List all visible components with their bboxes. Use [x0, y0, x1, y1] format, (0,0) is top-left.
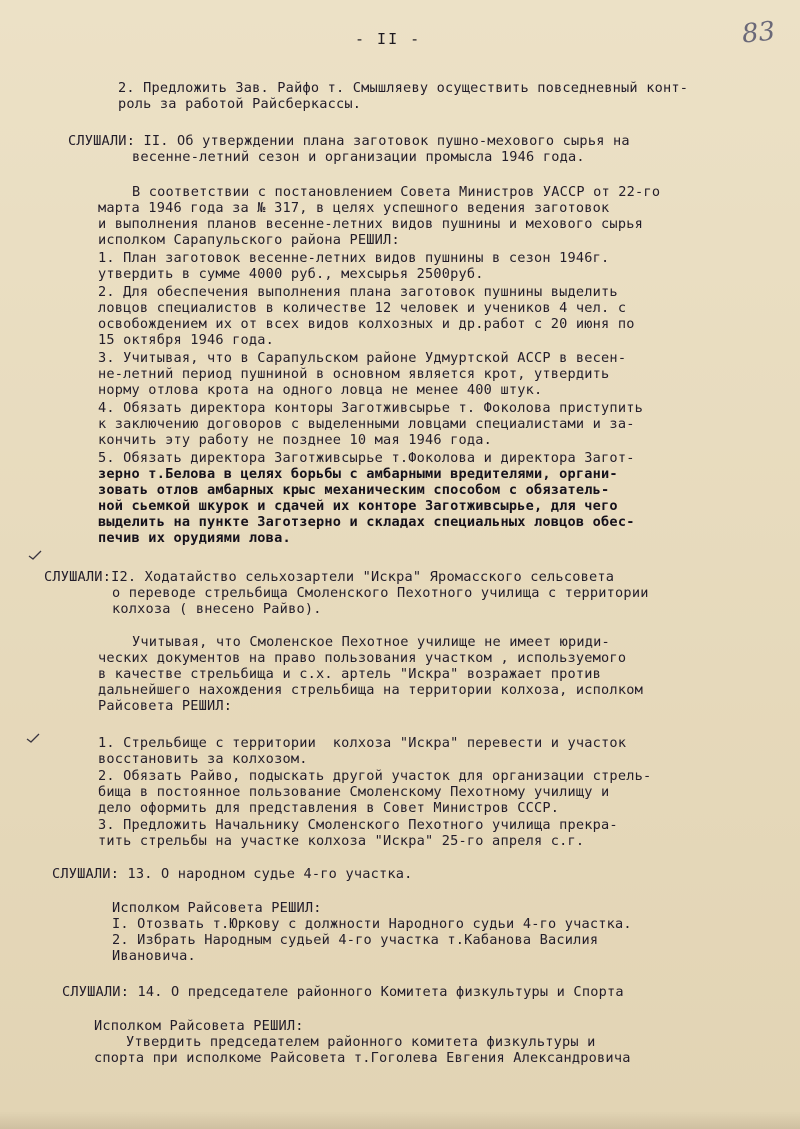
margin-checkmark-icon — [26, 728, 40, 738]
text-line: утвердить в сумме 4000 руб., мехсырья 2500руб. — [98, 266, 484, 282]
text-line: колхоза ( внесено Райво). — [112, 601, 322, 617]
text-line: 15 октября 1946 года. — [98, 332, 275, 348]
text-line: кончить эту работу не позднее 10 мая 1946 года. — [98, 432, 493, 448]
text-line: Исполком Райсовета РЕШИЛ: — [94, 1018, 304, 1034]
text-line: освобождением их от всех видов колхозных и др.работ с 20 июня по — [98, 316, 635, 332]
text-line: 5. Обязать директора Заготживсырье т.Фоколова и директора Загот- — [98, 450, 635, 466]
text-line: 1. Стрельбище с территории колхоза "Искра" перевести и участок — [98, 735, 627, 751]
sheet-number-handwritten: 83 — [740, 16, 777, 50]
text-line: Учитывая, что Смоленское Пехотное училище не имеет юриди- — [132, 634, 610, 650]
text-line: весенне-летний сезон и организации промысла 1946 года. — [132, 149, 585, 165]
text-line: к заключению договоров с выделенными ловцами специалистами и за- — [98, 416, 635, 432]
text-line: ловцов специалистов в количестве 12 человек и учеников 4 чел. с — [98, 300, 627, 316]
text-line: ческих документов на право пользования участком , используемого — [98, 650, 627, 666]
text-line: 2. Для обеспечения выполнения плана заготовок пушнины выделить — [98, 284, 618, 300]
text-line: спорта при исполкоме Райсовета т.Гоголева Евгения Александровича — [94, 1050, 631, 1066]
text-line: тить стрельбы на участке колхоза "Искра" 25-го апреля с.г. — [98, 833, 585, 849]
text-line: 2. Предложить Зав. Райфо т. Смышляеву осуществить повседневный конт- — [118, 80, 689, 96]
text-line: 2. Обязать Райво, подыскать другой участок для организации стрель- — [98, 768, 652, 784]
page-number: - II - — [355, 30, 422, 48]
text-line: зерно т.Белова в целях борьбы с амбарными вредителями, органи- — [98, 466, 618, 482]
text-line: 3. Предложить Начальнику Смоленского Пехотного училища прекра- — [98, 817, 618, 833]
text-line: не-летний период пушниной в основном является крот, утвердить — [98, 366, 610, 382]
section-heading: СЛУШАЛИ: 14. О председателе районного Комитета физкультуры и Спорта — [62, 984, 624, 1000]
text-line: ной сьемкой шкурок и сдачей их конторе Заготживсырье, для чего — [98, 498, 618, 514]
text-line: бища в постоянное пользование Смоленскому Пехотному училищу и — [98, 784, 610, 800]
margin-checkmark-icon — [28, 545, 42, 555]
text-line: роль за работой Райсберкассы. — [118, 96, 362, 112]
text-line: дело оформить для представления в Совет Министров СССР. — [98, 800, 560, 816]
text-line: в качестве стрельбища и с.х. артель "Искра" возражает против — [98, 666, 602, 682]
text-line: 2. Избрать Народным судьей 4-го участка т.Кабанова Василия — [112, 932, 599, 948]
section-heading: СЛУШАЛИ: 13. О народном судье 4-го участка. — [52, 866, 413, 882]
text-line: печив их орудиями лова. — [98, 530, 291, 546]
text-line: Ивановича. — [112, 948, 196, 964]
text-line: 3. Учитывая, что в Сарапульском районе Удмуртской АССР в весен- — [98, 350, 627, 366]
text-line: Утвердить председателем районного комитета физкультуры и — [126, 1034, 596, 1050]
section-heading: СЛУШАЛИ:I2. Ходатайство сельхозартели "Искра" Яромасского сельсовета — [44, 569, 615, 585]
text-line: выделить на пункте Заготзерно и складах специальных ловцов обес- — [98, 514, 635, 530]
text-line: зовать отлов амбарных крыс механическим способом с обязатель- — [98, 482, 610, 498]
text-line: и выполнения планов весенне-летних видов пушнины и мехового сырья — [98, 216, 643, 232]
text-line: марта 1946 года за № 317, в целях успешного ведения заготовок — [98, 200, 610, 216]
text-line: о переводе стрельбища Смоленского Пехотного училища с территории — [112, 585, 649, 601]
text-line: дальнейшего нахождения стрельбища на территории колхоза, исполком — [98, 682, 643, 698]
text-line: 4. Обязать директора конторы Заготживсырье т. Фоколова приступить — [98, 400, 643, 416]
page-edge-shadow — [0, 1111, 800, 1129]
text-line: Исполком Райсовета РЕШИЛ: — [112, 900, 322, 916]
section-heading: СЛУШАЛИ: II. Об утверждении плана заготовок пушно-мехового сырья на — [68, 133, 630, 149]
text-line: восстановить за колхозом. — [98, 751, 308, 767]
text-line: исполком Сарапульского района РЕШИЛ: — [98, 232, 400, 248]
text-line: 1. План заготовок весенне-летних видов пушнины в сезон 1946г. — [98, 250, 610, 266]
text-line: Райсовета РЕШИЛ: — [98, 698, 233, 714]
text-line: I. Отозвать т.Юркову с должности Народного судьи 4-го участка. — [112, 916, 632, 932]
text-line: норму отлова крота на одного ловца не менее 400 штук. — [98, 382, 543, 398]
text-line: В соответствии с постановлением Совета Министров УАССР от 22-го — [132, 184, 661, 200]
